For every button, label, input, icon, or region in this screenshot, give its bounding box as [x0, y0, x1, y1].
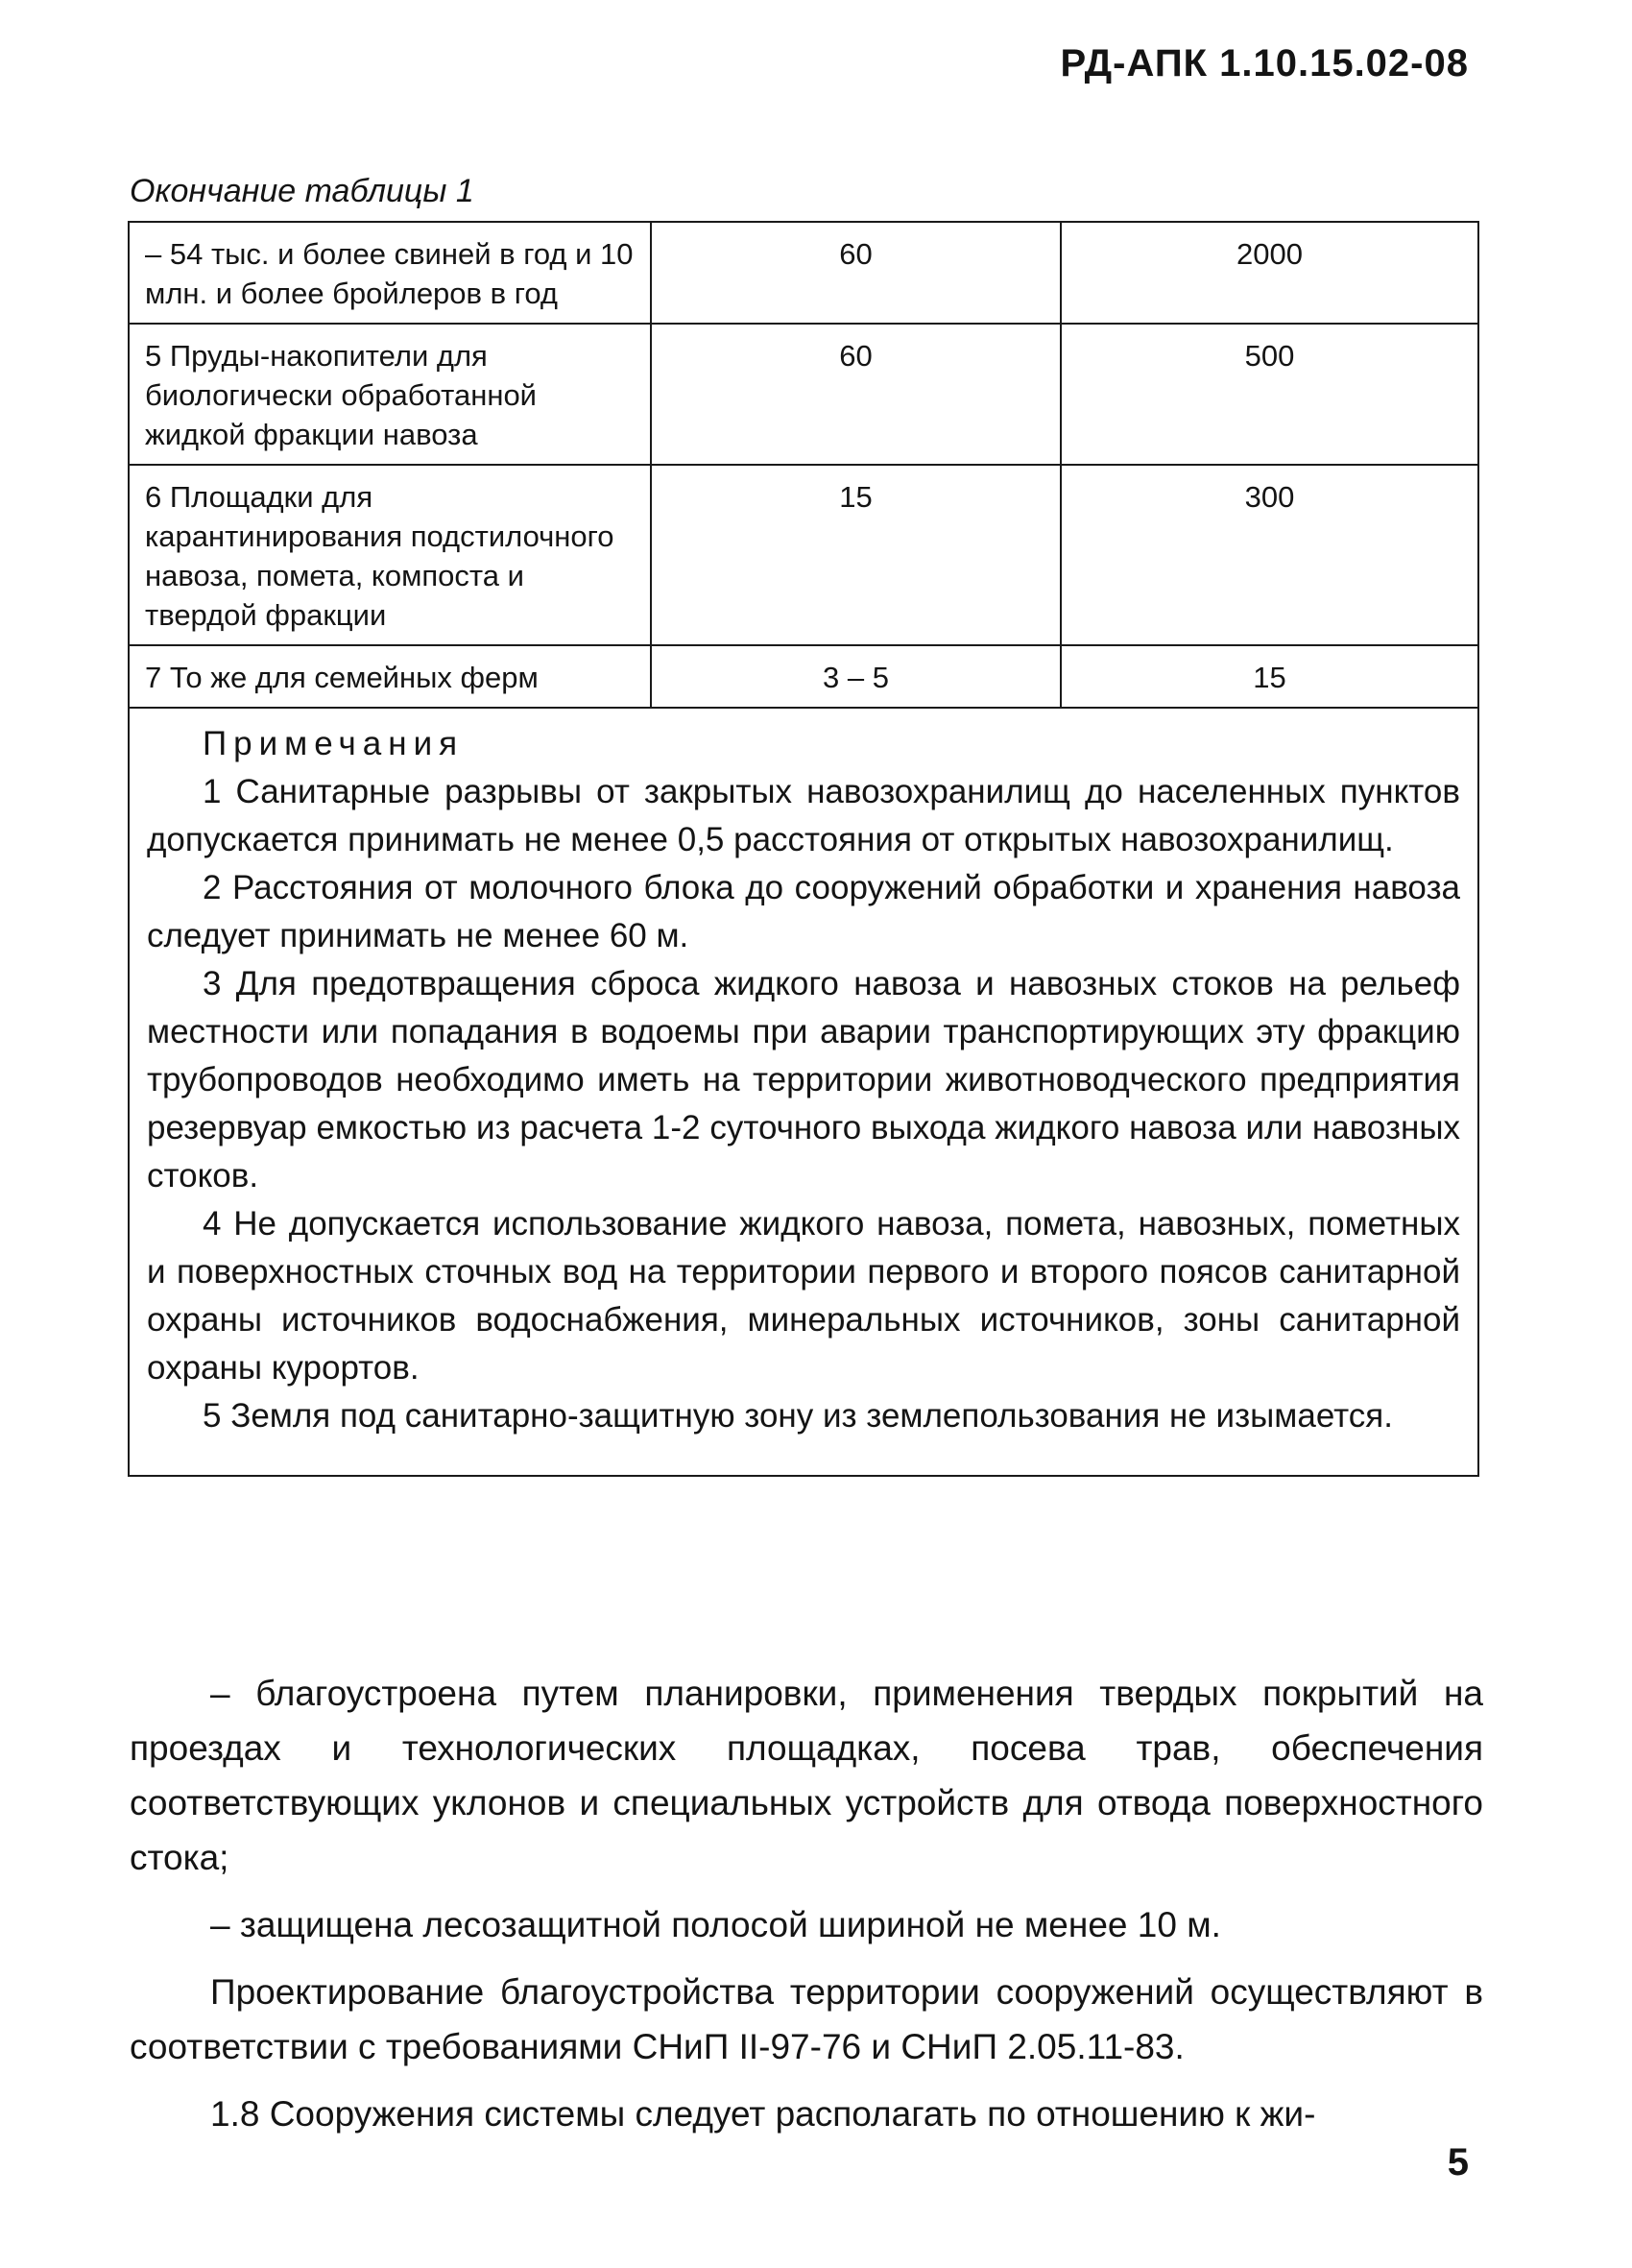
note-item: 4 Не допускается использование жидкого навоза, помета, навозных, пометных и поверхностных сточных вод на территории первого и второго поясов санитарной охраны источников водоснабжения, минеральных источников, зоны санитарной охраны курортов.: [147, 1205, 1460, 1387]
table-cell-name: 6 Площадки для карантинирования подстилочного навоза, помета, компоста и твердой фракции: [129, 465, 651, 645]
table-cell-value: 15: [1061, 645, 1478, 708]
body-text: [130, 1666, 1483, 2154]
note-item: 2 Расстояния от молочного блока до сооружений обработки и хранения навоза следует принимать не менее 60 м.: [147, 869, 1460, 954]
table-row: [129, 465, 1478, 645]
paragraph: Проектирование благоустройства территории сооружений осуществляют в соответствии с требованиями СНиП II-97-76 и СНиП 2.05.11-83.: [130, 1972, 1483, 2066]
table-caption: Окончание таблицы 1: [130, 173, 474, 209]
table-notes: [129, 708, 1478, 1476]
paragraph: – защищена лесозащитной полосой шириной не менее 10 м.: [210, 1905, 1221, 1944]
paragraph: 1.8 Сооружения системы следует располагать по отношению к жи-: [210, 2094, 1316, 2134]
notes-title: Примечания: [203, 725, 465, 762]
page-number: 5: [1447, 2141, 1469, 2184]
table-cell-value: 60: [651, 222, 1061, 324]
note-item: 1 Санитарные разрывы от закрытых навозохранилищ до населенных пунктов допускается принимать не менее 0,5 расстояния от открытых навозохранилищ.: [147, 773, 1460, 858]
table-cell-value: 60: [651, 324, 1061, 465]
table-cell-value: 3 – 5: [651, 645, 1061, 708]
note-item: 5 Земля под санитарно-защитную зону из землепользования не изымается.: [203, 1397, 1393, 1435]
note-item: 3 Для предотвращения сброса жидкого навоза и навозных стоков на рельеф местности или попадания в водоемы при аварии транспортирующих эту фракцию трубопроводов необходимо иметь на территории животноводческого предприятия резервуар емкостью из расчета 1-2 суточного выхода жидкого навоза или навозных стоков.: [147, 965, 1460, 1194]
table-cell-name: 7 То же для семейных ферм: [129, 645, 651, 708]
paragraph: – благоустроена путем планировки, применения твердых покрытий на проездах и технологических площадках, посева трав, обеспечения соответствующих уклонов и специальных устройств для отвода поверхностного стока;: [130, 1674, 1483, 1877]
table-cell-value: 300: [1061, 465, 1478, 645]
table-cell-name: – 54 тыс. и более свиней в год и 10 млн. и более бройлеров в год: [129, 222, 651, 324]
table-cell-name: 5 Пруды-накопители для биологически обработанной жидкой фракции навоза: [129, 324, 651, 465]
table-row: [129, 645, 1478, 708]
table-cell-value: 15: [651, 465, 1061, 645]
table-cell-value: 2000: [1061, 222, 1478, 324]
table-cell-value: 500: [1061, 324, 1478, 465]
table-row: [129, 222, 1478, 324]
data-table: [128, 221, 1479, 1477]
table-row: [129, 324, 1478, 465]
document-code: РД-АПК 1.10.15.02-08: [1060, 42, 1469, 84]
table-notes-row: [129, 708, 1478, 1476]
